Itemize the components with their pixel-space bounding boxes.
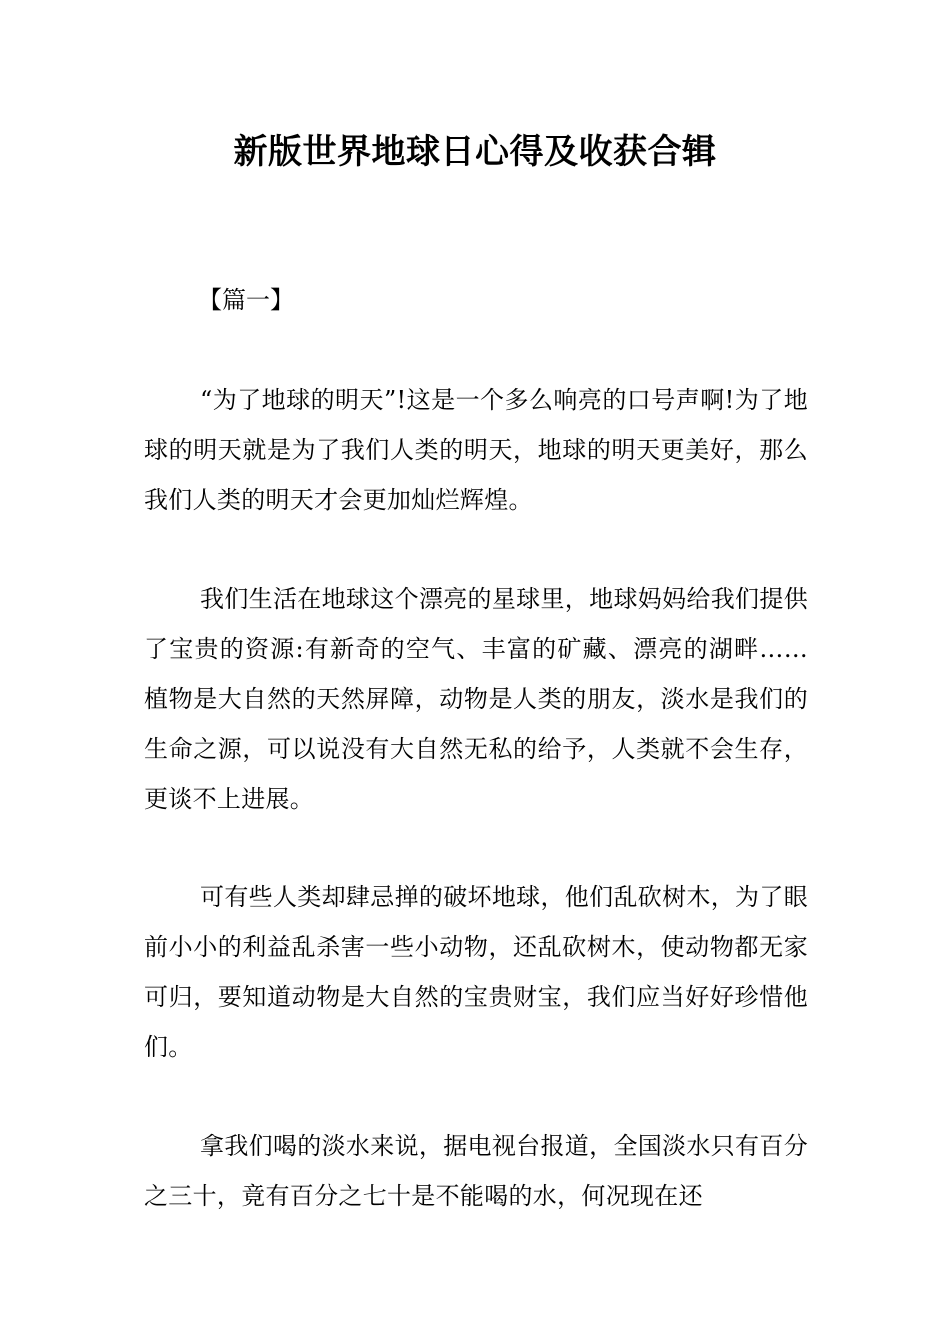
paragraph-1: “为了地球的明天”!这是一个多么响亮的口号声啊!为了地球的明天就是为了我们人类的明天，地球的明天更美好，那么我们人类的明天才会更加灿烂辉煌。 (144, 386, 808, 514)
section-heading: 【篇一】 (198, 286, 294, 314)
document-title: 新版世界地球日心得及收获合辑 (233, 132, 717, 172)
paragraph-4: 拿我们喝的淡水来说，据电视台报道，全国淡水只有百分之三十，竟有百分之七十是不能喝的水，何况现在还 (144, 1132, 808, 1210)
paragraph-3: 可有些人类却肆忌掸的破坏地球，他们乱砍树木，为了眼前小小的利益乱杀害一些小动物，还乱砍树木，使动物都无家可归，要知道动物是大自然的宝贵财宝，我们应当好好珍惜他们。 (144, 883, 808, 1061)
paragraph-2: 我们生活在地球这个漂亮的星球里，地球妈妈给我们提供了宝贵的资源:有新奇的空气、丰富的矿藏、漂亮的湖畔……植物是大自然的天然屏障，动物是人类的朋友，淡水是我们的生命之源，可以说没有大自然无私的给予，人类就不会生存，更谈不上进展。 (144, 585, 808, 813)
